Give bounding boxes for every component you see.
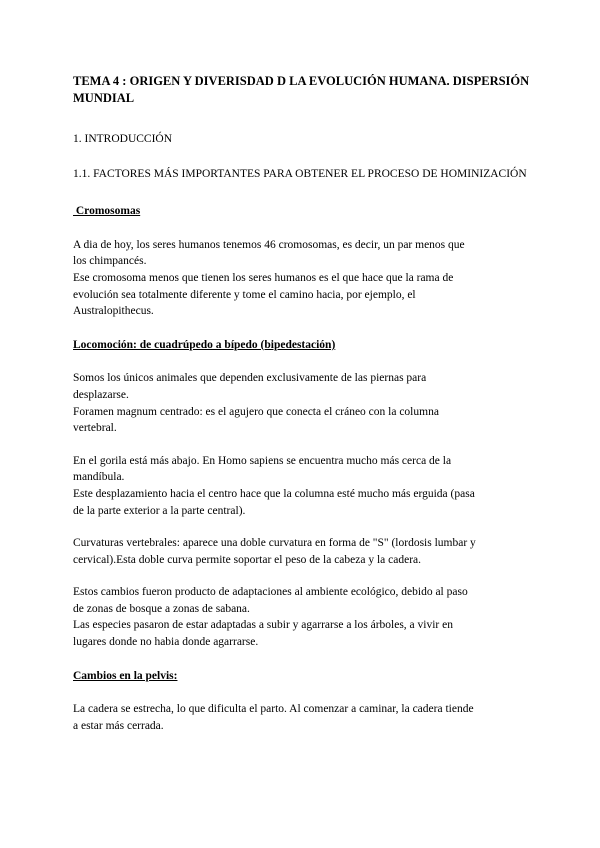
paragraph-locomocion-3 <box>73 535 535 568</box>
section-introduccion: 1. INTRODUCCIÓN <box>73 133 173 145</box>
paragraph-line: Foramen magnum centrado: es el agujero que conecta el cráneo con la columna <box>73 405 439 418</box>
paragraph-line: Estos cambios fueron producto de adaptaciones al ambiente ecológico, debido al paso <box>73 586 468 599</box>
paragraph-line: los chimpancés. <box>73 255 147 268</box>
paragraph-line: a estar más cerrada. <box>73 719 164 732</box>
paragraph-line: de la parte exterior a la parte central). <box>73 504 246 517</box>
paragraph-locomocion-2 <box>73 453 535 519</box>
heading-cromosomas: Cromosomas <box>73 205 141 218</box>
paragraph-line: vertebral. <box>73 422 117 435</box>
subsection-factores: 1.1. FACTORES MÁS IMPORTANTES PARA OBTENER EL PROCESO DE HOMINIZACIÓN <box>73 167 527 180</box>
paragraph-line: La cadera se estrecha, lo que dificulta el parto. Al comenzar a caminar, la cadera tiende <box>73 703 474 716</box>
heading-pelvis: Cambios en la pelvis: <box>73 669 178 682</box>
paragraph-line: mandíbula. <box>73 471 125 484</box>
paragraph-line: Las especies pasaron de estar adaptadas a subir y agarrarse a los árboles, a vivir en <box>73 619 453 632</box>
paragraph-cromosomas <box>73 237 535 320</box>
document-content <box>73 73 535 750</box>
paragraph-pelvis <box>73 701 535 734</box>
document-title: TEMA 4 : ORIGEN Y DIVERISDAD D LA EVOLUCIÓN HUMANA. DISPERSIÓN MUNDIAL <box>73 74 530 105</box>
paragraph-locomocion-1 <box>73 370 535 436</box>
paragraph-line: cervical).Esta doble curva permite soportar el peso de la cabeza y la cadera. <box>73 553 422 566</box>
paragraph-line: desplazarse. <box>73 388 129 401</box>
paragraph-locomocion-4 <box>73 584 535 650</box>
paragraph-line: Curvaturas vertebrales: aparece una doble curvatura en forma de "S" (lordosis lumbar y <box>73 537 476 550</box>
paragraph-line: lugares donde no habia donde agarrarse. <box>73 636 259 649</box>
paragraph-line: de zonas de bosque a zonas de sabana. <box>73 602 250 615</box>
paragraph-line: A dia de hoy, los seres humanos tenemos 46 cromosomas, es decir, un par menos que <box>73 238 465 251</box>
heading-locomocion: Locomoción: de cuadrúpedo a bípedo (bipedestación) <box>73 338 336 351</box>
paragraph-line: Este desplazamiento hacia el centro hace que la columna esté mucho más erguida (pasa <box>73 487 475 500</box>
paragraph-line: evolución sea totalmente diferente y tome el camino hacia, por ejemplo, el <box>73 288 416 301</box>
paragraph-line: Ese cromosoma menos que tienen los seres humanos es el que hace que la rama de <box>73 271 454 284</box>
paragraph-line: Somos los únicos animales que dependen exclusivamente de las piernas para <box>73 372 427 385</box>
paragraph-line: Australopithecus. <box>73 305 154 318</box>
paragraph-line: En el gorila está más abajo. En Homo sapiens se encuentra mucho más cerca de la <box>73 454 452 467</box>
